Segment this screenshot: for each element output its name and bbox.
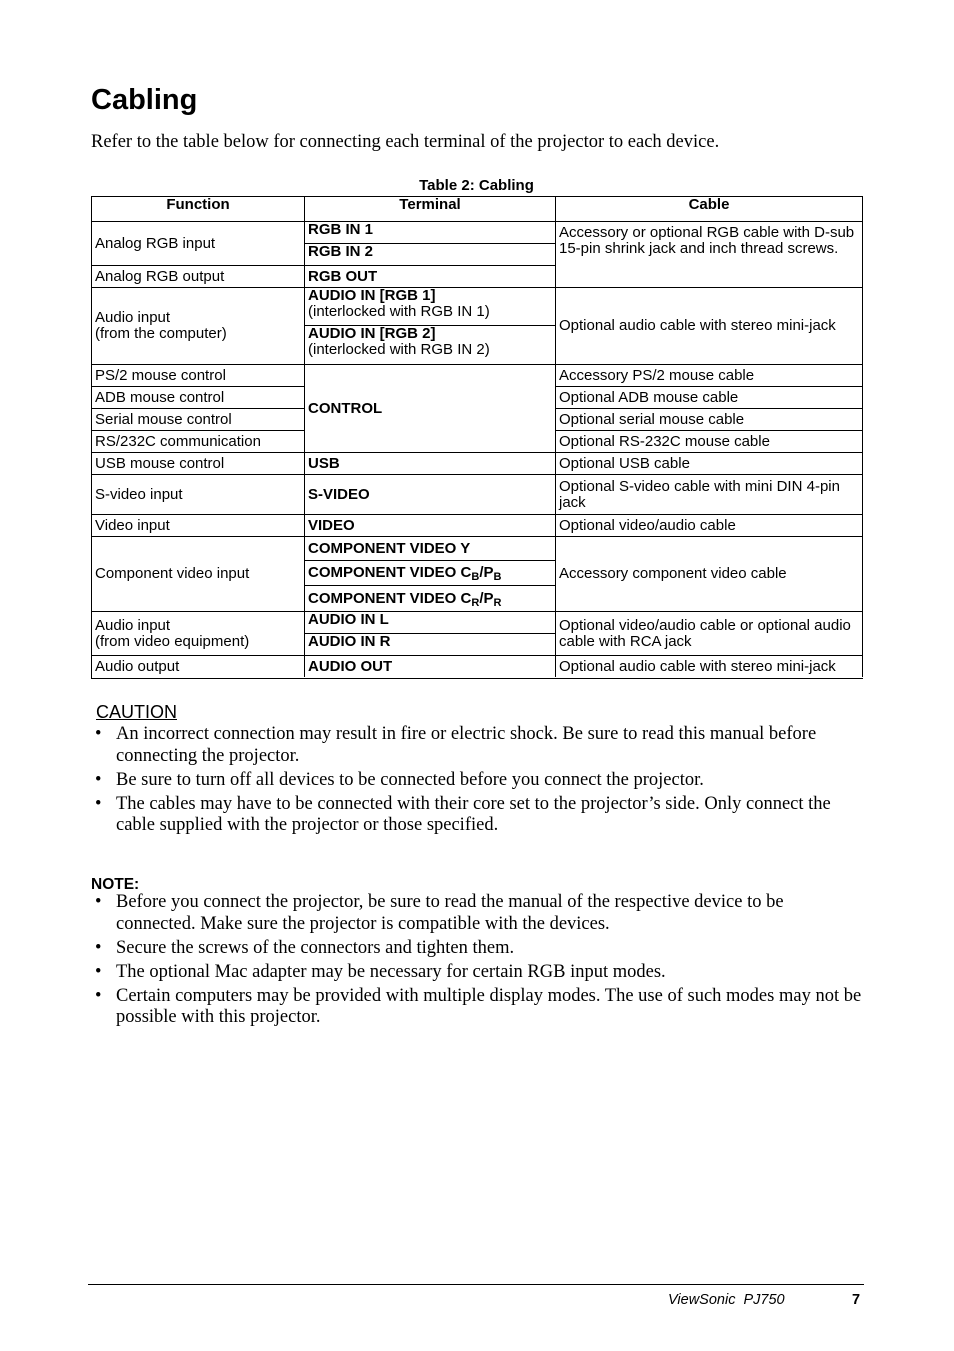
terminal-cell: [305, 655, 556, 677]
bullet-icon: •: [95, 985, 102, 1006]
terminal-subscript: R: [493, 596, 502, 609]
function-text: Serial mouse control: [95, 410, 232, 428]
terminal-subscript: R: [471, 596, 480, 609]
function-text: PS/2 mouse control: [95, 366, 226, 384]
cable-cell: [556, 287, 863, 364]
bullet-icon: •: [95, 961, 102, 982]
list-item-text: An incorrect connection may result in fire or electric shock. Be sure to read this manual before connecting the projector.: [116, 724, 817, 766]
cable-cell: [556, 430, 863, 452]
function-text: Audio input: [95, 309, 171, 326]
function-subtext: (from the computer): [95, 325, 227, 342]
bullet-icon: •: [95, 937, 102, 958]
list-item-text: The cables may have to be connected with their core set to the projector’s side. Only connect the cable supplied with the projector or those specified.: [116, 793, 831, 835]
note-list: [91, 892, 866, 1031]
terminal-text: COMPONENT VIDEO Y: [308, 539, 471, 557]
terminal-text: USB: [308, 454, 340, 472]
terminal-text: [308, 565, 552, 581]
function-cell: [92, 655, 305, 677]
function-cell: [92, 611, 305, 655]
terminal-cell: [305, 243, 556, 265]
terminal-text: AUDIO IN R: [308, 633, 391, 650]
function-cell: [92, 408, 305, 430]
terminal-cell: [305, 474, 556, 514]
terminal-subscript: B: [493, 571, 502, 583]
intro-paragraph: Refer to the table below for connecting each terminal of the projector to each device.: [91, 132, 720, 152]
function-cell: [92, 536, 305, 611]
cable-text: Optional video/audio cable: [559, 516, 736, 534]
terminal-cell: [305, 633, 556, 655]
cable-cell: [556, 536, 863, 611]
terminal-text: AUDIO IN [RGB 2]: [308, 325, 436, 342]
terminal-text: RGB IN 1: [308, 221, 374, 238]
page-number: 7: [852, 1292, 861, 1308]
terminal-cell: [305, 560, 556, 585]
cable-cell: [556, 611, 863, 655]
function-text: USB mouse control: [95, 454, 225, 472]
list-item-text: Secure the screws of the connectors and tighten them.: [116, 937, 515, 958]
function-cell: [92, 430, 305, 452]
terminal-cell: [305, 611, 556, 633]
caution-list: [91, 724, 866, 839]
list-item: [91, 892, 866, 935]
cable-cell: [556, 474, 863, 514]
function-cell: [92, 514, 305, 536]
function-text: Analog RGB output: [95, 267, 225, 285]
list-item: [91, 986, 866, 1029]
caution-heading: CAUTION: [96, 702, 177, 722]
cable-cell: [556, 655, 863, 677]
function-cell: [92, 221, 305, 265]
terminal-cell: [305, 585, 556, 611]
terminal-text: RGB OUT: [308, 267, 378, 285]
bullet-icon: •: [95, 769, 102, 790]
list-item: [91, 794, 866, 837]
terminal-text: AUDIO OUT: [308, 657, 393, 675]
function-text: ADB mouse control: [95, 388, 225, 406]
terminal-cell: [305, 287, 556, 325]
terminal-cell: [305, 325, 556, 364]
terminal-text-part: COMPONENT VIDEO C: [308, 564, 472, 581]
cable-text: Optional video/audio cable or optional audio cable with RCA jack: [559, 616, 851, 650]
cable-cell: [556, 364, 863, 386]
function-cell: [92, 386, 305, 408]
function-cell: [92, 452, 305, 474]
function-cell: [92, 265, 305, 287]
list-item: [91, 962, 866, 984]
bullet-icon: •: [95, 892, 102, 912]
terminal-text-part: /P: [479, 564, 494, 581]
terminal-text: AUDIO IN L: [308, 611, 389, 628]
cable-text: Accessory component video cable: [559, 565, 787, 582]
terminal-text: CONTROL: [308, 399, 383, 417]
cable-cell: [556, 408, 863, 430]
header-function: Function: [92, 196, 305, 221]
function-text: Analog RGB input: [95, 234, 216, 252]
function-subtext: (from video equipment): [95, 632, 250, 650]
terminal-text-part: /P: [479, 589, 494, 607]
header-cable: Cable: [556, 196, 863, 221]
terminal-subtext: (interlocked with RGB IN 2): [308, 341, 490, 358]
list-item-text: The optional Mac adapter may be necessary for certain RGB input modes.: [116, 961, 666, 982]
terminal-text-part: COMPONENT VIDEO C: [308, 589, 472, 607]
cable-text: Optional serial mouse cable: [559, 410, 745, 428]
terminal-cell: [305, 514, 556, 536]
list-item: [91, 770, 866, 792]
cabling-table: [91, 196, 863, 679]
cable-text: Optional RS-232C mouse cable: [559, 432, 770, 450]
terminal-cell: [305, 265, 556, 287]
cable-text: Optional audio cable with stereo mini-jack: [559, 657, 836, 675]
note-heading: NOTE:: [91, 876, 140, 893]
page-title: Cabling: [91, 84, 198, 116]
terminal-text: VIDEO: [308, 516, 355, 534]
footer-divider: [88, 1284, 864, 1285]
terminal-text: [308, 591, 552, 607]
bullet-icon: •: [95, 724, 102, 744]
list-item-text: Certain computers may be provided with multiple display modes. The use of such modes may not be possible with this projector.: [116, 985, 862, 1027]
terminal-cell: [305, 364, 556, 452]
terminal-cell: [305, 536, 556, 560]
function-text: Audio input: [95, 616, 171, 634]
function-text: Video input: [95, 516, 170, 534]
function-text: Audio output: [95, 657, 180, 675]
terminal-subtext: (interlocked with RGB IN 1): [308, 303, 490, 320]
terminal-subscript: B: [471, 571, 480, 583]
list-item: [91, 938, 866, 960]
function-cell: [92, 364, 305, 386]
list-item: [91, 724, 866, 767]
function-cell: [92, 287, 305, 364]
function-text: RS/232C communication: [95, 432, 261, 450]
list-item-text: Before you connect the projector, be sure to read the manual of the respective device to be connected. Make sure the projector is compatible with the devices.: [116, 892, 784, 934]
cable-text: Optional USB cable: [559, 454, 690, 472]
terminal-text: RGB IN 2: [308, 243, 374, 260]
footer-brand: ViewSonic PJ750: [668, 1292, 785, 1308]
cable-cell: [556, 221, 863, 287]
function-cell: [92, 474, 305, 514]
cable-text: Optional ADB mouse cable: [559, 388, 739, 406]
function-text: Component video input: [95, 565, 250, 582]
cable-text: Accessory or optional RGB cable with D-sub 15-pin shrink jack and inch thread screws.: [559, 224, 855, 257]
cable-text: Optional S-video cable with mini DIN 4-pin jack: [559, 477, 840, 511]
terminal-text: S-VIDEO: [308, 485, 370, 503]
header-terminal: Terminal: [305, 196, 556, 221]
terminal-text: AUDIO IN [RGB 1]: [308, 287, 436, 304]
cable-text: Optional audio cable with stereo mini-jack: [559, 317, 836, 334]
bullet-icon: •: [95, 793, 102, 814]
terminal-cell: [305, 221, 556, 243]
cable-cell: [556, 386, 863, 408]
cable-cell: [556, 514, 863, 536]
cable-text: Accessory PS/2 mouse cable: [559, 366, 755, 384]
list-item-text: Be sure to turn off all devices to be connected before you connect the projector.: [116, 769, 704, 790]
function-text: S-video input: [95, 485, 183, 503]
table-caption: Table 2: Cabling: [419, 177, 534, 194]
cable-cell: [556, 452, 863, 474]
terminal-cell: [305, 452, 556, 474]
